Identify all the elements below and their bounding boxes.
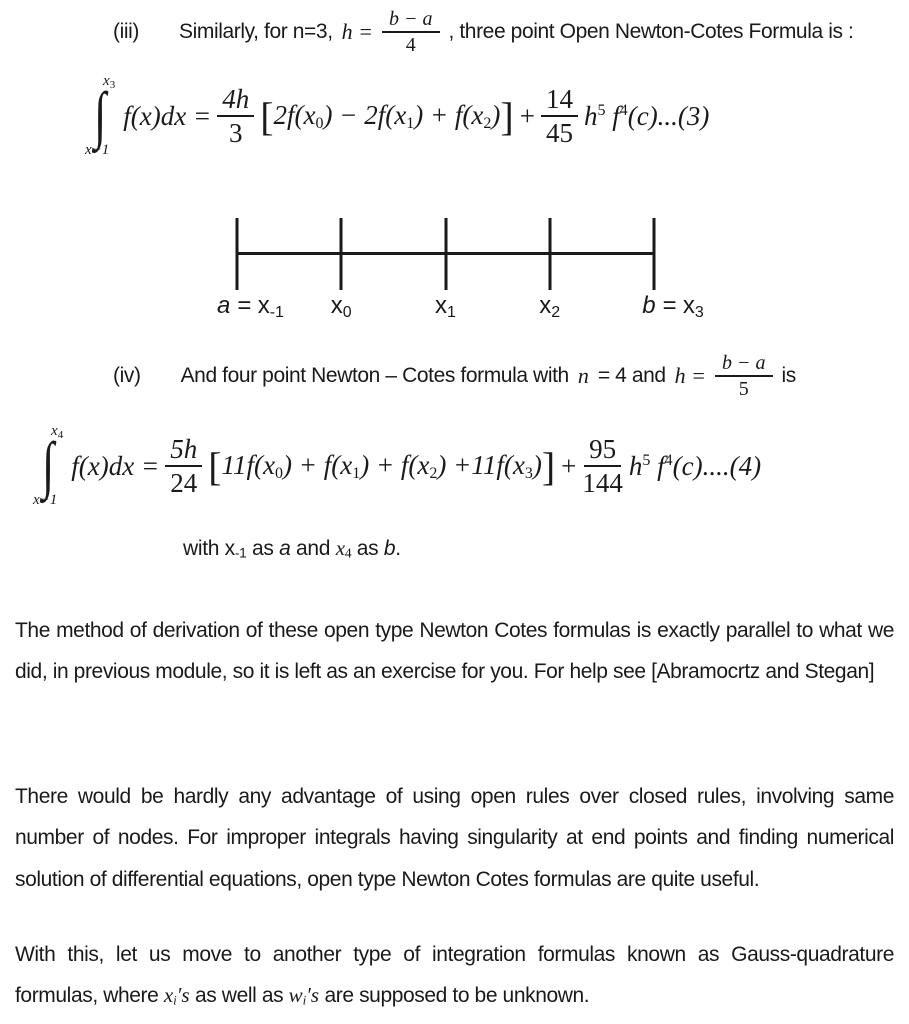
fraction-denominator: 144	[582, 468, 623, 498]
paragraph-derivation: The method of derivation of these open type Newton Cotes formulas is exactly parallel to what we did, in previous module, so it is left as an exercise for you. For help see [Abramocrtz and Stegan]	[15, 619, 894, 684]
equation-4	[33, 423, 762, 508]
item-iii-marker: (iii)	[113, 20, 139, 44]
fraction-denominator: 5	[738, 378, 749, 401]
axis-tick	[548, 218, 551, 290]
fraction-denominator: 45	[545, 118, 573, 148]
integral-sign: ∫	[42, 429, 55, 501]
node-label-b: $b = x_3$	[642, 292, 704, 321]
h-variable: h =	[341, 19, 373, 45]
fraction-denominator: 3	[228, 118, 243, 148]
with-note: with $x_{-1}$ as a and $x_4$ as b.	[183, 536, 401, 561]
error-term: $h^5$ $f^4(c)....(4)$	[628, 450, 762, 481]
var-x4: x	[335, 536, 345, 560]
fraction-numerator: b − a	[382, 8, 440, 33]
axis-tick	[236, 218, 239, 290]
axis-tick	[653, 218, 656, 290]
h-fraction	[382, 8, 440, 57]
plus-sign: +	[519, 100, 535, 131]
item-iii-lead: Similarly, for n=3,	[178, 20, 333, 44]
integrand: f(x)dx =	[71, 450, 160, 481]
close-bracket: ]	[500, 93, 514, 139]
coefficient-fraction	[217, 84, 254, 148]
integral-upper-limit: $x_3$	[103, 73, 116, 91]
node-label-x2: $x_2$	[539, 292, 561, 321]
open-bracket: [	[208, 443, 222, 489]
n-value: = 4 and	[597, 364, 666, 388]
paragraph-advantage: There would be hardly any advantage of using open rules over closed rules, involving same number of nodes. For improper integrals having singularity at end points and finding numerical solution of differential equations, open type Newton Cotes formulas are quite useful.	[15, 785, 894, 891]
fraction-numerator: 4h	[217, 84, 254, 117]
integral	[85, 73, 116, 158]
coefficient-fraction	[165, 434, 202, 498]
item-iii-row	[113, 8, 853, 57]
axis-tick	[340, 218, 343, 290]
plus-sign: +	[561, 450, 577, 481]
open-bracket: [	[260, 93, 274, 139]
close-bracket: ]	[541, 443, 556, 489]
item-iv-lead: And four point Newton – Cotes formula with	[180, 364, 569, 388]
var-b: b	[383, 537, 396, 560]
bracketed-terms: $[11f(x_0) + f(x_1) + f(x_2) +11f(x_3)]$	[208, 443, 556, 489]
fraction-denominator: 4	[405, 34, 416, 57]
fraction-numerator: b − a	[715, 352, 773, 377]
interval-diagram	[217, 218, 704, 321]
bracketed-terms: $[2f(x_0) - 2f(x_1) + f(x_2)]$	[260, 93, 514, 139]
item-iii-tail: , three point Open Newton-Cotes Formula is :	[448, 20, 854, 44]
integral-lower-limit: x−1	[85, 142, 110, 158]
item-iv-tail: is	[781, 364, 796, 388]
var-a: a	[279, 537, 291, 560]
fraction-numerator: 14	[541, 84, 578, 117]
fraction-numerator: 5h	[165, 434, 202, 467]
node-label-a: $a = x_{-1}$	[217, 292, 284, 321]
node-label-x0: $x_0$	[330, 292, 352, 321]
item-iv-row	[113, 352, 796, 401]
n-variable: n	[577, 363, 589, 389]
error-fraction	[582, 434, 623, 498]
integrand: f(x)dx =	[123, 100, 212, 131]
equation-3	[85, 73, 710, 158]
integral-sign: ∫	[94, 79, 107, 151]
integral-lower-limit: x−1	[33, 492, 58, 508]
fraction-denominator: 24	[170, 468, 198, 498]
item-iv-text	[181, 352, 796, 401]
item-iv-marker: (iv)	[113, 364, 141, 388]
var-wi: $w_i's$	[288, 983, 320, 1008]
error-term: $h^5$ $f^4(c)...(3)$	[583, 100, 710, 131]
fraction-numerator: 95	[584, 434, 621, 467]
h-variable: h =	[674, 363, 707, 389]
var-xi: $x_i's$	[163, 983, 190, 1008]
item-iii-text	[179, 8, 853, 57]
error-fraction	[541, 84, 578, 148]
axis-tick	[444, 218, 447, 290]
paragraph-gauss-quadrature: With this, let us move to another type of integration formulas known as Gauss-quadrature formulas, where $x_i's$ as well as $w_i's$ are supposed to be unknown.	[15, 943, 894, 1008]
h-fraction	[715, 352, 773, 401]
integral-upper-limit: $x_4$	[51, 423, 64, 441]
integral	[33, 423, 64, 508]
node-label-x1: $x_1$	[435, 292, 456, 321]
